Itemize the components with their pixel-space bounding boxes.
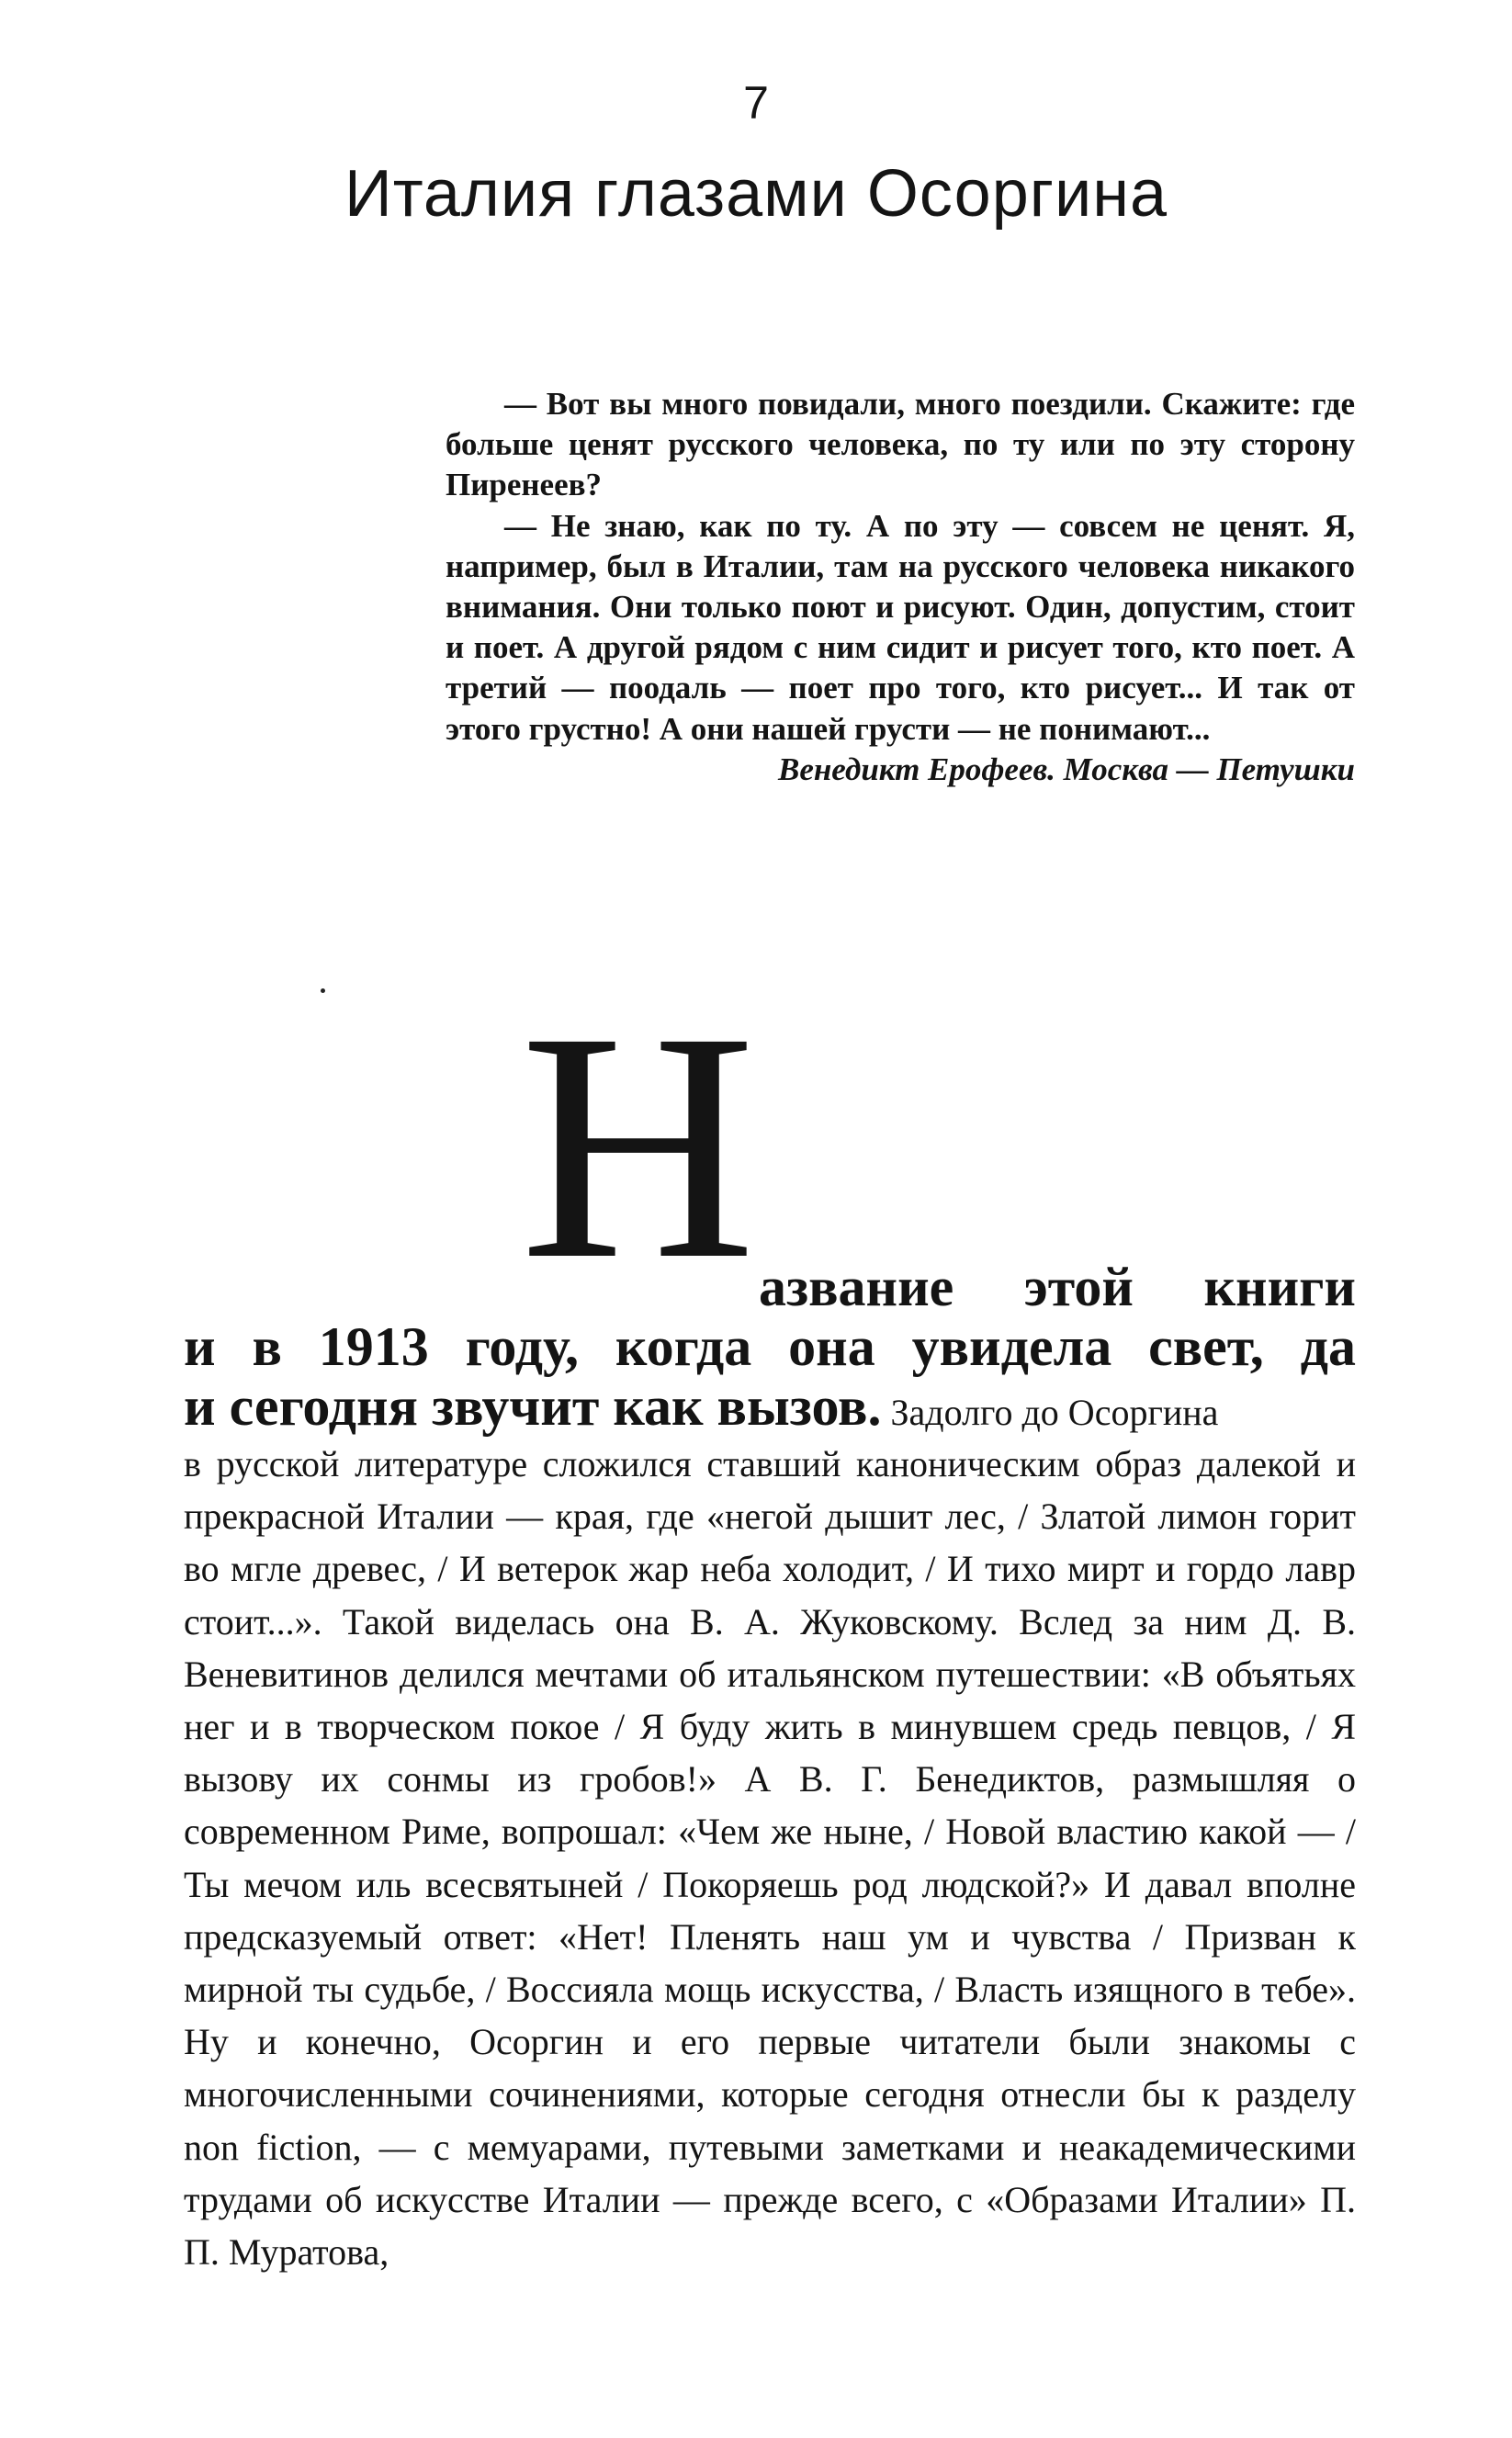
- lead-line-3-continuation: Задолго до Осоргина: [881, 1392, 1219, 1433]
- stray-dot: [321, 988, 325, 993]
- lead-line-2: и в 1913 году, когда она увидела свет, да: [184, 1316, 1356, 1377]
- page-number: 7: [743, 77, 769, 129]
- epigraph-attribution: Венедикт Ерофеев. Москва — Петушки: [777, 751, 1355, 787]
- lead-line-1: азвание этой книги: [759, 1257, 1356, 1317]
- chapter-title: Италия глазами Осоргина: [344, 157, 1168, 231]
- drop-cap: Н: [520, 965, 757, 1327]
- epigraph: [446, 384, 1355, 790]
- body-text: в русской литературе сложился ставший каноническим образ далекой и прекрасной Италии — края, где «негой дышит лес, / Златой лимон горит во мгле древес, / И ветерок жар неба холодит, / И тихо мирт и гордо лавр стоит...». Такой виделась она В. А. Жуковскому. Вслед за ним Д. В. Веневитинов делился мечтами об итальянском путешествии: «В объятьях нег и в творческом покое / Я буду жить в минувшем средь певцов, / Я вызову их сонмы из гробов!» А В. Г. Бенедиктов, размышляя о современном Риме, вопрошал: «Чем же ныне, / Новой властию какой — / Ты мечом иль всесвятыней / Покоряешь род людской?» И давал вполне предсказуемый ответ: «Нет! Пленять наш ум и чувства / Призван к мирной ты судьбе, / Воссияла мощь искусства, / Власть изящного в тебе». Ну и конечно, Осоргин и его первые читатели были знакомы с многочисленными сочинениями, которые сегодня отнесли бы к разделу non fiction, — с мемуарами, путевыми заметками и неакадемическими трудами об искусстве Италии — прежде всего, с «Образами Италии» П. П. Муратова,: [184, 1443, 1356, 2274]
- epigraph-paragraph: — Вот вы много повидали, много поездили. Скажите: где больше ценят русского человека, по ту или по эту сторону Пиренеев?: [446, 386, 1355, 503]
- lead-line-3: [184, 1374, 1218, 1445]
- lead-line-3-bold: и сегодня звучит как вызов.: [184, 1376, 882, 1437]
- epigraph-paragraph: — Не знаю, как по ту. А по эту — совсем не ценят. Я, например, был в Италии, там на русского человека никакого внимания. Они только поют и рисуют. Один, допустим, стоит и поет. А другой рядом с ним сидит и рисует того, кто поет. А третий — поодаль — поет про того, кто рисует... И так от этого грустно! А они нашей грусти — не понимают...: [446, 507, 1355, 747]
